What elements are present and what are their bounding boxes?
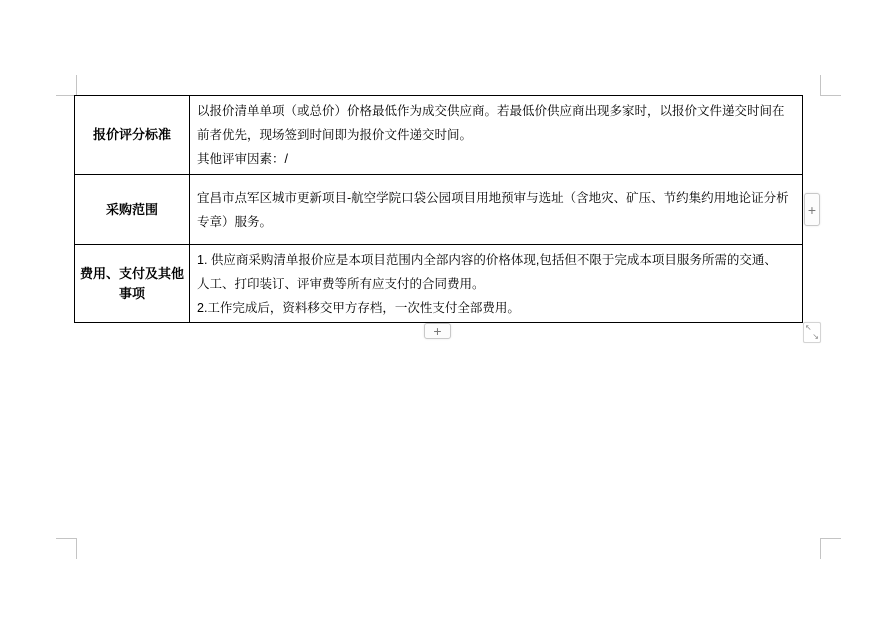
table-row (75, 245, 803, 323)
insert-row-button[interactable]: + (424, 323, 451, 339)
text-line: 人工、打印装订、评审费等所有应支付的合同费用。 (197, 276, 485, 291)
cell-fees-payment-other[interactable] (190, 245, 803, 323)
page-margin-mark-bottom-right (820, 538, 841, 559)
text-line: 2.工作完成后，资料移交甲方存档，一次性支付全部费用。 (197, 300, 520, 315)
row-header-procurement-scope[interactable]: 采购范围 (75, 175, 190, 245)
text-line: 前者优先，现场签到时间即为报价文件递交时间。 (197, 128, 473, 142)
resize-arrow-nw-icon: ↖ (805, 323, 812, 332)
text-line: 专章）服务。 (197, 214, 273, 229)
page-margin-mark-bottom-left (56, 538, 77, 559)
procurement-table (74, 95, 803, 323)
text-line: 以报价清单单项（或总价）价格最低作为成交供应商。若最低价供应商出现多家时，以报价文件递交时间在 (197, 104, 785, 118)
page-margin-mark-top-right (820, 75, 841, 96)
table-row (75, 175, 803, 245)
table-row (75, 96, 803, 175)
text-line: 1. 供应商采购清单报价应是本项目范围内全部内容的价格体现,包括但不限于完成本项目服务所需的交通、 (197, 252, 777, 267)
table-resize-handle[interactable] (803, 322, 821, 343)
text-line: 其他评审因素：/ (197, 152, 288, 166)
row-header-fees-payment-other[interactable]: 费用、支付及其他事项 (75, 245, 190, 323)
row-header-quote-scoring-criteria[interactable]: 报价评分标准 (75, 96, 190, 175)
cell-procurement-scope[interactable] (190, 175, 803, 245)
cell-quote-scoring-criteria[interactable] (190, 96, 803, 175)
insert-column-button[interactable]: + (804, 193, 820, 226)
resize-arrow-se-icon: ↘ (812, 332, 819, 341)
page-margin-mark-top-left (56, 75, 77, 96)
text-line: 宜昌市点军区城市更新项目-航空学院口袋公园项目用地预审与选址（含地灾、矿压、节约集约用地论证分析 (197, 190, 789, 205)
